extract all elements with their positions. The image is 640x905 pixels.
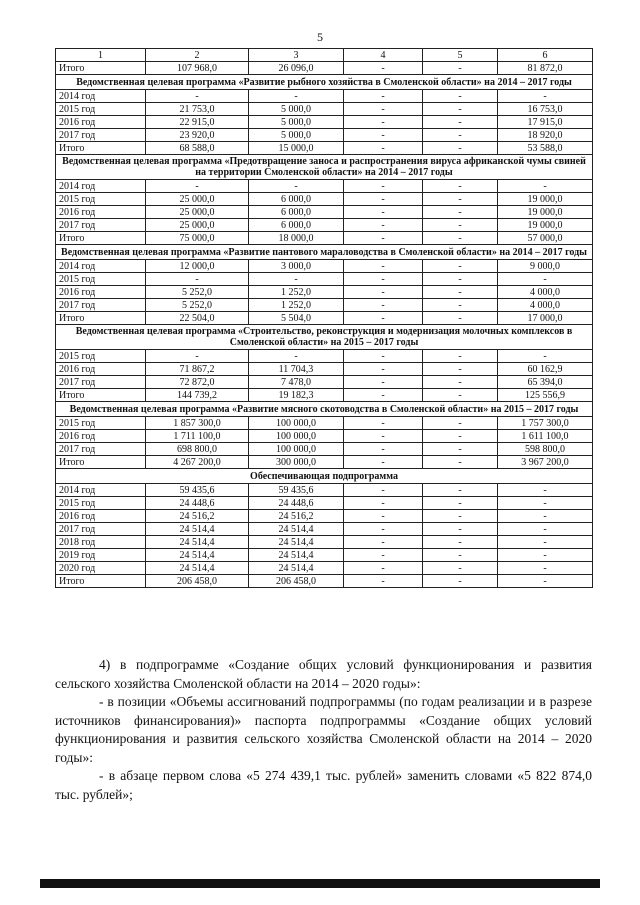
table-row (56, 523, 593, 536)
value-cell: 23 920,0 (146, 129, 249, 142)
row-label-cell: 2017 год (56, 299, 146, 312)
value-cell: - (498, 562, 593, 575)
paragraph: - в позиции «Объемы ассигнований подпрограммы (по годам реализации и в разрезе источников финансирования)» паспорта подпрограммы «Создание общих условий функционирования и развития сельского хозяйства Смоленской области на 2014 – 2020 годы»: (55, 694, 592, 765)
table-row (56, 575, 593, 588)
value-cell: 24 448,6 (249, 497, 344, 510)
table-row (56, 299, 593, 312)
value-cell: 6 000,0 (249, 219, 344, 232)
value-cell: - (344, 116, 423, 129)
value-cell: - (344, 510, 423, 523)
row-label-cell: Итого (56, 389, 146, 402)
row-label-cell: 2020 год (56, 562, 146, 575)
row-label-cell: 2017 год (56, 443, 146, 456)
value-cell: 9 000,0 (498, 260, 593, 273)
section-title: Ведомственная целевая программа «Развитие пантового мараловодства в Смоленской области» на 2014 – 2017 годы (56, 245, 593, 260)
section-title: Ведомственная целевая программа «Развитие мясного скотоводства в Смоленской области» на 2015 – 2017 годы (56, 402, 593, 417)
value-cell: 22 504,0 (146, 312, 249, 325)
table-row (56, 142, 593, 155)
value-cell: 59 435,6 (146, 484, 249, 497)
row-label-cell: Итого (56, 312, 146, 325)
table-row (56, 389, 593, 402)
row-label-cell: 2019 год (56, 549, 146, 562)
value-cell: - (498, 350, 593, 363)
table-row (56, 116, 593, 129)
value-cell: 60 162,9 (498, 363, 593, 376)
value-cell: - (423, 312, 498, 325)
value-cell: 25 000,0 (146, 193, 249, 206)
value-cell: 59 435,6 (249, 484, 344, 497)
row-label-cell: 2015 год (56, 417, 146, 430)
value-cell: 5 252,0 (146, 299, 249, 312)
value-cell: 19 182,3 (249, 389, 344, 402)
value-cell: - (344, 260, 423, 273)
table-row (56, 497, 593, 510)
value-cell: - (423, 389, 498, 402)
value-cell: - (344, 376, 423, 389)
bottom-scan-bar (40, 879, 600, 888)
value-cell: 100 000,0 (249, 443, 344, 456)
value-cell: - (249, 350, 344, 363)
value-cell: 24 516,2 (249, 510, 344, 523)
row-label-cell: 2017 год (56, 219, 146, 232)
value-cell: 598 800,0 (498, 443, 593, 456)
row-label-cell: 2015 год (56, 350, 146, 363)
value-cell: 65 394,0 (498, 376, 593, 389)
value-cell: - (423, 193, 498, 206)
value-cell: 24 516,2 (146, 510, 249, 523)
value-cell: - (344, 219, 423, 232)
value-cell: - (423, 103, 498, 116)
header-cell: 6 (498, 49, 593, 62)
row-label-cell: 2015 год (56, 273, 146, 286)
row-label-cell: 2016 год (56, 116, 146, 129)
page-number: 5 (317, 30, 323, 44)
table-row (56, 286, 593, 299)
row-label-cell: 2014 год (56, 260, 146, 273)
value-cell: - (423, 116, 498, 129)
value-cell: 5 504,0 (249, 312, 344, 325)
value-cell: - (498, 497, 593, 510)
table-row (56, 219, 593, 232)
header-cell: 4 (344, 49, 423, 62)
value-cell: - (344, 273, 423, 286)
value-cell: - (423, 232, 498, 245)
section-title-row (56, 402, 593, 417)
value-cell: 5 000,0 (249, 129, 344, 142)
body-text (55, 656, 592, 804)
table-row (56, 62, 593, 75)
value-cell: 25 000,0 (146, 219, 249, 232)
table-body (56, 49, 593, 588)
table-row (56, 350, 593, 363)
value-cell: - (423, 299, 498, 312)
table-row (56, 363, 593, 376)
value-cell: - (423, 497, 498, 510)
value-cell: 26 096,0 (249, 62, 344, 75)
row-label-cell: Итого (56, 575, 146, 588)
value-cell: - (344, 299, 423, 312)
section-title: Ведомственная целевая программа «Развитие рыбного хозяйства в Смоленской области» на 2014 – 2017 годы (56, 75, 593, 90)
value-cell: 24 448,6 (146, 497, 249, 510)
value-cell: 1 252,0 (249, 299, 344, 312)
value-cell: 25 000,0 (146, 206, 249, 219)
value-cell: 18 920,0 (498, 129, 593, 142)
value-cell: - (344, 443, 423, 456)
value-cell: - (249, 90, 344, 103)
value-cell: - (344, 62, 423, 75)
row-label-cell: 2015 год (56, 193, 146, 206)
value-cell: - (344, 142, 423, 155)
value-cell: - (344, 129, 423, 142)
value-cell: - (423, 286, 498, 299)
value-cell: - (423, 484, 498, 497)
row-label-cell: 2016 год (56, 206, 146, 219)
value-cell: - (344, 417, 423, 430)
value-cell: 22 915,0 (146, 116, 249, 129)
value-cell: 71 867,2 (146, 363, 249, 376)
table-row (56, 417, 593, 430)
table-row (56, 484, 593, 497)
value-cell: 24 514,4 (249, 523, 344, 536)
row-label-cell: Итого (56, 456, 146, 469)
value-cell: - (344, 456, 423, 469)
value-cell: - (344, 193, 423, 206)
value-cell: - (498, 575, 593, 588)
value-cell: 68 588,0 (146, 142, 249, 155)
value-cell: - (423, 350, 498, 363)
value-cell: - (146, 273, 249, 286)
value-cell: - (498, 536, 593, 549)
value-cell: - (423, 536, 498, 549)
value-cell: - (344, 549, 423, 562)
value-cell: - (344, 523, 423, 536)
table-row (56, 549, 593, 562)
value-cell: - (423, 219, 498, 232)
table-row (56, 103, 593, 116)
row-label-cell: 2015 год (56, 103, 146, 116)
row-label-cell: Итого (56, 232, 146, 245)
value-cell: - (146, 180, 249, 193)
value-cell: - (423, 510, 498, 523)
value-cell: 6 000,0 (249, 206, 344, 219)
value-cell: 6 000,0 (249, 193, 344, 206)
section-title-row (56, 469, 593, 484)
value-cell: 72 872,0 (146, 376, 249, 389)
row-label-cell: Итого (56, 142, 146, 155)
value-cell: - (344, 430, 423, 443)
value-cell: - (498, 484, 593, 497)
value-cell: 4 267 200,0 (146, 456, 249, 469)
value-cell: - (423, 363, 498, 376)
header-cell: 3 (249, 49, 344, 62)
table-row (56, 430, 593, 443)
table-row (56, 376, 593, 389)
value-cell: 53 588,0 (498, 142, 593, 155)
row-label-cell: 2016 год (56, 286, 146, 299)
value-cell: 698 800,0 (146, 443, 249, 456)
value-cell: - (423, 562, 498, 575)
row-label-cell: 2016 год (56, 510, 146, 523)
row-label-cell: 2015 год (56, 497, 146, 510)
value-cell: - (498, 510, 593, 523)
funding-table (55, 48, 593, 588)
value-cell: 16 753,0 (498, 103, 593, 116)
row-label-cell: 2017 год (56, 523, 146, 536)
value-cell: 300 000,0 (249, 456, 344, 469)
section-title: Ведомственная целевая программа «Предотвращение заноса и распространения вируса африканской чумы свиней на территории Смоленской области» на 2014 – 2017 годы (56, 155, 593, 180)
section-title-row (56, 75, 593, 90)
value-cell: 17 915,0 (498, 116, 593, 129)
value-cell: 24 514,4 (249, 549, 344, 562)
value-cell: - (146, 90, 249, 103)
value-cell: - (423, 549, 498, 562)
value-cell: 1 857 300,0 (146, 417, 249, 430)
value-cell: 19 000,0 (498, 206, 593, 219)
table-row (56, 510, 593, 523)
value-cell: - (344, 536, 423, 549)
value-cell: - (498, 180, 593, 193)
value-cell: 107 968,0 (146, 62, 249, 75)
value-cell: - (423, 273, 498, 286)
section-title-row (56, 155, 593, 180)
table-row (56, 232, 593, 245)
value-cell: 1 757 300,0 (498, 417, 593, 430)
value-cell: 19 000,0 (498, 193, 593, 206)
value-cell: - (344, 389, 423, 402)
value-cell: - (344, 312, 423, 325)
value-cell: - (344, 484, 423, 497)
value-cell: 15 000,0 (249, 142, 344, 155)
value-cell: 206 458,0 (249, 575, 344, 588)
value-cell: 3 967 200,0 (498, 456, 593, 469)
value-cell: 7 478,0 (249, 376, 344, 389)
table-row (56, 562, 593, 575)
table-row (56, 129, 593, 142)
value-cell: 24 514,4 (146, 562, 249, 575)
row-label-cell: 2017 год (56, 376, 146, 389)
value-cell: 18 000,0 (249, 232, 344, 245)
value-cell: 24 514,4 (146, 536, 249, 549)
value-cell: - (423, 62, 498, 75)
value-cell: 206 458,0 (146, 575, 249, 588)
value-cell: 11 704,3 (249, 363, 344, 376)
table-header-row (56, 49, 593, 62)
value-cell: 144 739,2 (146, 389, 249, 402)
value-cell: - (344, 497, 423, 510)
value-cell: - (423, 260, 498, 273)
value-cell: - (423, 456, 498, 469)
value-cell: - (344, 103, 423, 116)
value-cell: - (344, 232, 423, 245)
table-row (56, 273, 593, 286)
value-cell: 5 000,0 (249, 116, 344, 129)
value-cell: 24 514,4 (146, 549, 249, 562)
value-cell: 3 000,0 (249, 260, 344, 273)
value-cell: - (344, 350, 423, 363)
table-row (56, 456, 593, 469)
value-cell: - (423, 575, 498, 588)
value-cell: - (344, 180, 423, 193)
value-cell: 21 753,0 (146, 103, 249, 116)
row-label-cell: 2018 год (56, 536, 146, 549)
value-cell: - (344, 562, 423, 575)
value-cell: - (249, 273, 344, 286)
value-cell: 24 514,4 (146, 523, 249, 536)
value-cell: - (423, 180, 498, 193)
value-cell: - (146, 350, 249, 363)
value-cell: - (423, 206, 498, 219)
table-row (56, 206, 593, 219)
table-row (56, 312, 593, 325)
value-cell: - (498, 549, 593, 562)
value-cell: - (423, 142, 498, 155)
row-label-cell: 2014 год (56, 90, 146, 103)
value-cell: 12 000,0 (146, 260, 249, 273)
value-cell: 5 000,0 (249, 103, 344, 116)
value-cell: - (423, 376, 498, 389)
value-cell: 5 252,0 (146, 286, 249, 299)
value-cell: - (498, 523, 593, 536)
value-cell: 1 611 100,0 (498, 430, 593, 443)
value-cell: - (344, 286, 423, 299)
value-cell: 75 000,0 (146, 232, 249, 245)
table-row (56, 536, 593, 549)
value-cell: - (498, 273, 593, 286)
value-cell: - (344, 363, 423, 376)
table-row (56, 260, 593, 273)
value-cell: - (249, 180, 344, 193)
value-cell: 100 000,0 (249, 417, 344, 430)
header-cell: 1 (56, 49, 146, 62)
value-cell: 125 556,9 (498, 389, 593, 402)
value-cell: 24 514,4 (249, 536, 344, 549)
table-row (56, 443, 593, 456)
value-cell: 4 000,0 (498, 299, 593, 312)
value-cell: 81 872,0 (498, 62, 593, 75)
value-cell: 57 000,0 (498, 232, 593, 245)
value-cell: 24 514,4 (249, 562, 344, 575)
row-label-cell: 2016 год (56, 363, 146, 376)
value-cell: 17 000,0 (498, 312, 593, 325)
value-cell: - (423, 129, 498, 142)
header-cell: 5 (423, 49, 498, 62)
row-label-cell: 2017 год (56, 129, 146, 142)
value-cell: 19 000,0 (498, 219, 593, 232)
value-cell: - (498, 90, 593, 103)
value-cell: - (423, 90, 498, 103)
value-cell: - (344, 90, 423, 103)
section-title: Обеспечивающая подпрограмма (56, 469, 593, 484)
value-cell: - (423, 443, 498, 456)
table-row (56, 90, 593, 103)
table-row (56, 193, 593, 206)
section-title-row (56, 245, 593, 260)
value-cell: - (423, 430, 498, 443)
header-cell: 2 (146, 49, 249, 62)
table-row (56, 180, 593, 193)
value-cell: 4 000,0 (498, 286, 593, 299)
row-label-cell: 2014 год (56, 484, 146, 497)
value-cell: - (423, 417, 498, 430)
value-cell: - (423, 523, 498, 536)
value-cell: 100 000,0 (249, 430, 344, 443)
paragraph: 4) в подпрограмме «Создание общих условий функционирования и развития сельского хозяйства Смоленской области на 2014 – 2020 годы»: (55, 657, 592, 691)
value-cell: 1 711 100,0 (146, 430, 249, 443)
value-cell: 1 252,0 (249, 286, 344, 299)
paragraph: - в абзаце первом слова «5 274 439,1 тыс. рублей» заменить словами «5 822 874,0 тыс. рублей»; (55, 768, 592, 802)
row-label-cell: 2016 год (56, 430, 146, 443)
value-cell: - (344, 575, 423, 588)
section-title: Ведомственная целевая программа «Строительство, реконструкция и модернизация молочных комплексов в Смоленской области» на 2015 – 2017 годы (56, 325, 593, 350)
row-label-cell: 2014 год (56, 180, 146, 193)
row-label-cell: Итого (56, 62, 146, 75)
section-title-row (56, 325, 593, 350)
value-cell: - (344, 206, 423, 219)
